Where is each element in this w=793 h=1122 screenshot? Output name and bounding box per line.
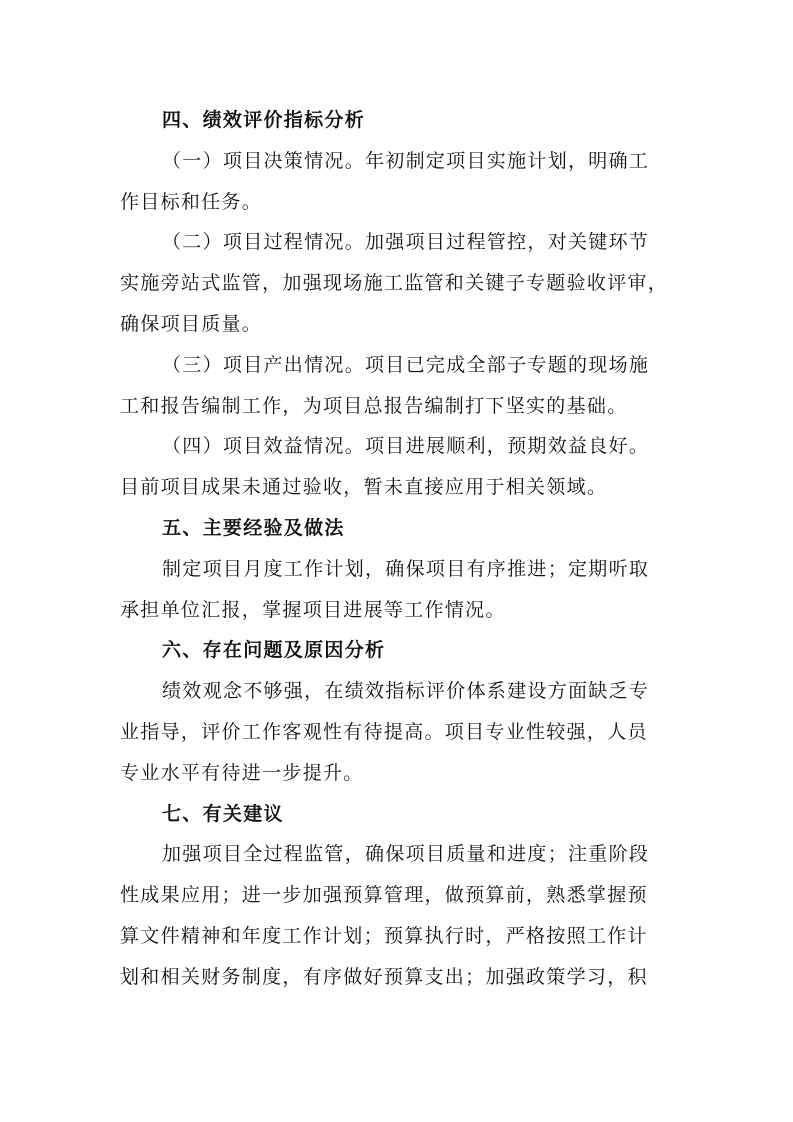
paragraph-line: （四）项目效益情况。项目进展顺利，预期效益良好。 (162, 435, 650, 458)
paragraph-line: 工和报告编制工作，为项目总报告编制打下坚实的基础。 (120, 394, 628, 417)
section-heading-5: 五、主要经验及做法 (162, 516, 345, 539)
section-heading-7: 七、有关建议 (162, 802, 284, 825)
paragraph-line: 加强项目全过程监管，确保项目质量和进度；注重阶段 (162, 843, 650, 866)
paragraph-line: 作目标和任务。 (120, 190, 263, 213)
section-heading-6: 六、存在问题及原因分析 (162, 639, 386, 662)
paragraph-line: （三）项目产出情况。项目已完成全部子专题的现场施 (162, 353, 650, 376)
paragraph-line: 业指导，评价工作客观性有待提高。项目专业性较强，人员 (120, 720, 648, 743)
document-page (120, 100, 680, 998)
paragraph-line: 性成果应用；进一步加强预算管理，做预算前，熟悉掌握预 (120, 884, 648, 907)
paragraph-line: （一）项目决策情况。年初制定项目实施计划，明确工 (162, 149, 650, 172)
paragraph-line: 确保项目质量。 (120, 312, 263, 335)
paragraph-line: 承担单位汇报，掌握项目进展等工作情况。 (120, 598, 506, 621)
paragraph-line: 实施旁站式监管，加强现场施工监管和关键子专题验收评审， (120, 272, 669, 295)
paragraph-line: 算文件精神和年度工作计划；预算执行时，严格按照工作计 (120, 924, 648, 947)
paragraph-line: 绩效观念不够强，在绩效指标评价体系建设方面缺乏专 (162, 680, 650, 703)
paragraph-line: 划和相关财务制度，有序做好预算支出；加强政策学习，积 (120, 965, 648, 988)
section-heading-4: 四、绩效评价指标分析 (162, 109, 366, 131)
paragraph-line: 制定项目月度工作计划，确保项目有序推进；定期听取 (162, 557, 650, 580)
paragraph-line: （二）项目过程情况。加强项目过程管控，对关键环节 (162, 231, 650, 254)
paragraph-line: 目前项目成果未通过验收，暂未直接应用于相关领域。 (120, 476, 608, 499)
paragraph-line: 专业水平有待进一步提升。 (120, 761, 364, 784)
